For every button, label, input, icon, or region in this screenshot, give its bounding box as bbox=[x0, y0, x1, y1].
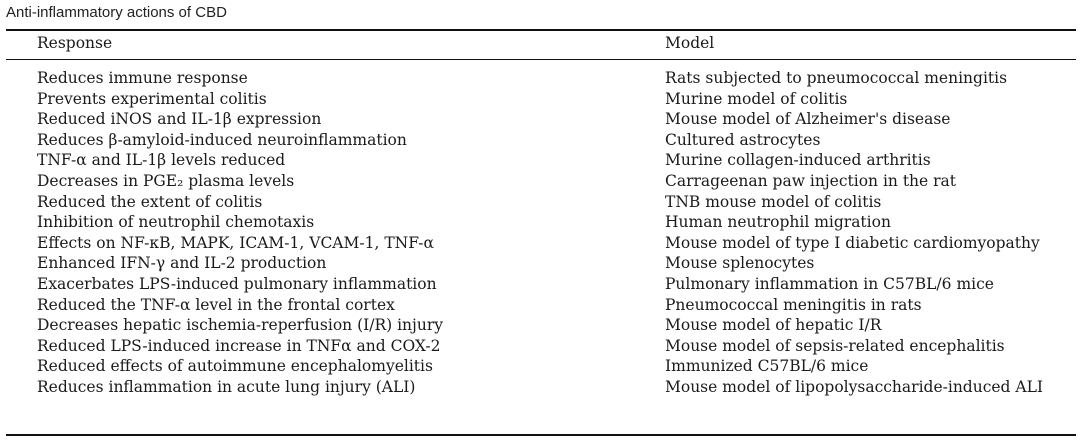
cell-model: Human neutrophil migration bbox=[665, 213, 891, 232]
table-row bbox=[0, 253, 1080, 274]
cell-response: Reduced LPS-induced increase in TNFα and COX-2 bbox=[37, 336, 441, 355]
table-row bbox=[0, 295, 1080, 316]
cell-model: Carrageenan paw injection in the rat bbox=[665, 171, 957, 190]
cell-model: Mouse model of Alzheimer's disease bbox=[665, 110, 951, 129]
cell-response: Reduced effects of autoimmune encephalomyelitis bbox=[37, 357, 433, 376]
table-header-row bbox=[0, 34, 1080, 56]
cell-model: Immunized C57BL/6 mice bbox=[665, 357, 869, 376]
cell-model: Mouse model of hepatic I/R bbox=[665, 316, 882, 335]
cell-response: Effects on NF-κB, MAPK, ICAM-1, VCAM-1, TNF-α bbox=[37, 233, 434, 252]
table-row bbox=[0, 212, 1080, 233]
cell-model: Murine model of colitis bbox=[665, 89, 848, 108]
table-body bbox=[0, 68, 1080, 398]
header-response: Response bbox=[37, 34, 113, 52]
cell-response: Decreases in PGE₂ plasma levels bbox=[37, 171, 295, 190]
cell-response: TNF-α and IL-1β levels reduced bbox=[37, 151, 286, 170]
table-row bbox=[0, 130, 1080, 151]
cell-response: Reduces β-amyloid-induced neuroinflammation bbox=[37, 130, 407, 149]
cell-model: Pulmonary inflammation in C57BL/6 mice bbox=[665, 274, 994, 293]
table-row bbox=[0, 192, 1080, 213]
table-row bbox=[0, 89, 1080, 110]
table-caption: Anti-inflammatory actions of CBD bbox=[6, 4, 227, 21]
table-row bbox=[0, 68, 1080, 89]
cell-model: Cultured astrocytes bbox=[665, 130, 821, 149]
table-row bbox=[0, 171, 1080, 192]
cell-model: Mouse model of type I diabetic cardiomyopathy bbox=[665, 233, 1040, 252]
table-row bbox=[0, 377, 1080, 398]
cell-model: Murine collagen-induced arthritis bbox=[665, 151, 931, 170]
cell-response: Prevents experimental colitis bbox=[37, 89, 267, 108]
cell-response: Decreases hepatic ischemia-reperfusion (I/R) injury bbox=[37, 316, 443, 335]
table-row bbox=[0, 233, 1080, 254]
cell-response: Inhibition of neutrophil chemotaxis bbox=[37, 213, 315, 232]
cell-response: Reduces inflammation in acute lung injury (ALI) bbox=[37, 377, 416, 396]
table-row bbox=[0, 274, 1080, 295]
cell-response: Reduced iNOS and IL-1β expression bbox=[37, 110, 322, 129]
table-row bbox=[0, 150, 1080, 171]
cell-response: Enhanced IFN-γ and IL-2 production bbox=[37, 254, 327, 273]
table-top-rule bbox=[6, 29, 1076, 31]
cell-response: Reduces immune response bbox=[37, 69, 248, 87]
cell-model: Pneumococcal meningitis in rats bbox=[665, 295, 922, 314]
cell-model: TNB mouse model of colitis bbox=[665, 192, 882, 211]
table-header-rule bbox=[6, 59, 1076, 60]
cell-model: Mouse splenocytes bbox=[665, 254, 815, 273]
cell-response: Reduced the TNF-α level in the frontal cortex bbox=[37, 295, 395, 314]
cell-model: Rats subjected to pneumococcal meningitis bbox=[665, 69, 1008, 87]
table-row bbox=[0, 315, 1080, 336]
table-row bbox=[0, 336, 1080, 357]
cell-model: Mouse model of lipopolysaccharide-induced ALI bbox=[665, 377, 1044, 396]
header-model: Model bbox=[665, 34, 715, 52]
cell-response: Reduced the extent of colitis bbox=[37, 192, 263, 211]
cell-response: Exacerbates LPS-induced pulmonary inflammation bbox=[37, 274, 437, 293]
table-row bbox=[0, 109, 1080, 130]
table-bottom-rule bbox=[6, 434, 1076, 436]
table-row bbox=[0, 356, 1080, 377]
cell-model: Mouse model of sepsis-related encephalitis bbox=[665, 336, 1005, 355]
